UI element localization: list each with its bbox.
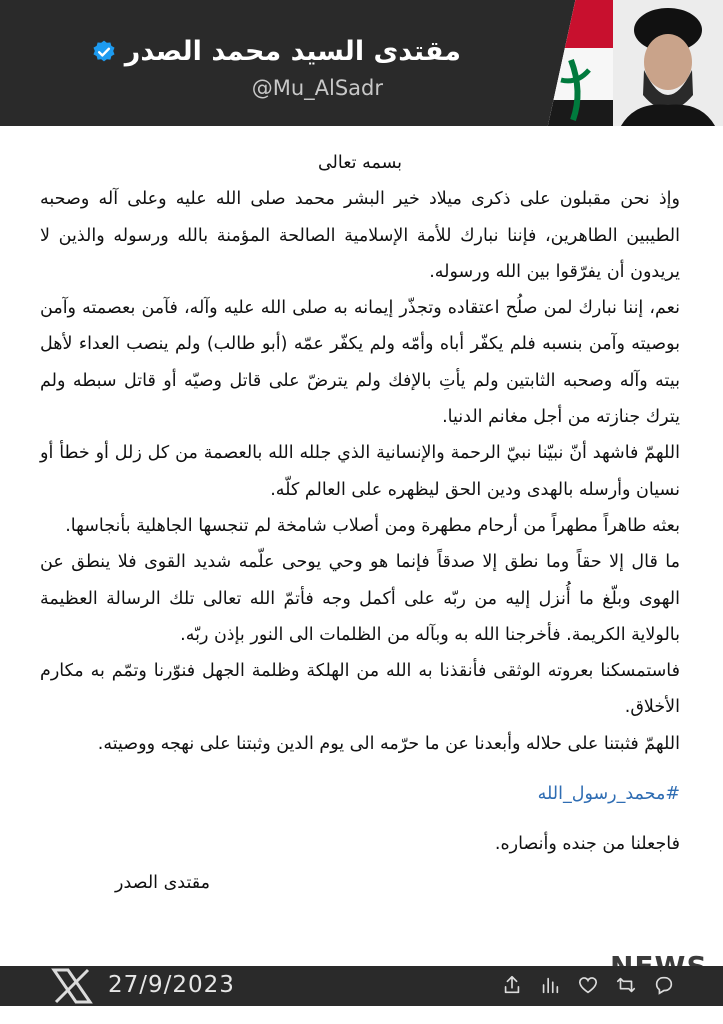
post-header — [0, 0, 723, 126]
profile-photo[interactable] — [543, 0, 723, 126]
post-paragraph: اللهمّ فاشهد أنّ نبيّنا نبيّ الرحمة والإنسانية الذي جلله الله بالعصمة من كل زلل أو خطأ أو نسيان وأرسله بالهدى ودين الحق ليظهره على العالم كلّه. — [40, 443, 680, 500]
post-paragraph: اللهمّ فثبتنا على حلاله وأبعدنا عن ما حرّمه الى يوم الدين وثبتنا على نهجه ووصيته. — [97, 733, 680, 754]
x-logo-icon[interactable] — [50, 968, 94, 1004]
hashtag-link[interactable]: #محمد_رسول_الله — [537, 784, 680, 805]
account-handle[interactable]: @Mu_AlSadr — [251, 76, 383, 100]
like-icon[interactable] — [577, 974, 599, 996]
post-salutation: بسمه تعالى — [317, 153, 403, 173]
retweet-icon[interactable] — [615, 974, 637, 996]
post-footer — [0, 966, 723, 1006]
post-signature: مقتدى الصدر — [115, 872, 210, 893]
profile-photo-image — [543, 0, 723, 126]
post-body — [40, 145, 680, 901]
account-name-text[interactable]: مقتدى السيد محمد الصدر — [124, 36, 461, 67]
action-bar — [501, 974, 675, 996]
views-icon[interactable] — [539, 974, 561, 996]
post-paragraph: فاستمسكنا بعروته الوثقى فأنقذنا به الله من الهلكة وظلمة الجهل فنوّرنا وتمّم به مكارم الأخلاق. — [40, 661, 680, 718]
post-paragraph: بعثه طاهراً مطهراً من أرحام مطهرة ومن أصلاب شامخة لم تنجسها الجاهلية بأنجاسها. — [65, 515, 680, 536]
post-date: 27/9/2023 — [108, 972, 235, 998]
share-icon[interactable] — [501, 974, 523, 996]
post-paragraph: ما قال إلا حقاً وما نطق إلا صدقاً فإنما هو وحي يوحى علّمه شديد القوى فلا ينطق عن الهوى وبلّغ ما أُنزل إليه من ربّه على أكمل وجه فأتمّ الله تعالى تلك الرسالة العظيمة بالولاية الكريمة. فأخرجنا الله به وبآله من الظلمات الى النور بإذن ربّه. — [40, 552, 680, 645]
verified-badge-icon — [91, 39, 117, 65]
account-name[interactable] — [91, 36, 461, 67]
post-paragraph: وإذ نحن مقبلون على ذكرى ميلاد خير البشر محمد صلى الله عليه وعلى آله وصحبه الطيبين الطاهرين، فإننا نبارك للأمة الإسلامية الصالحة المؤمنة بالله ورسوله والذين لا يريدون أن يفرّقوا بين الله ورسوله. — [40, 189, 680, 282]
post-paragraph: نعم، إننا نبارك لمن صلُح اعتقاده وتجذّر إيمانه به صلى الله عليه وآله، فآمن بعصمته وآمن بوصيته وآمن بنسبه فلم يكفّر أباه وأمّه ولم يكفّر عمّه (أبو طالب) ولم ينصب العداء لأهل بيته وآله وصحبه الثابتين ولم يأتِ بالإفك ولم يترضّ على قاتل وصيّه أو قاتل سبطه ولم يترك جنازته من أجل مغانم الدنيا. — [40, 298, 680, 428]
reply-icon[interactable] — [653, 974, 675, 996]
post-closing: فاجعلنا من جنده وأنصاره. — [494, 834, 680, 855]
